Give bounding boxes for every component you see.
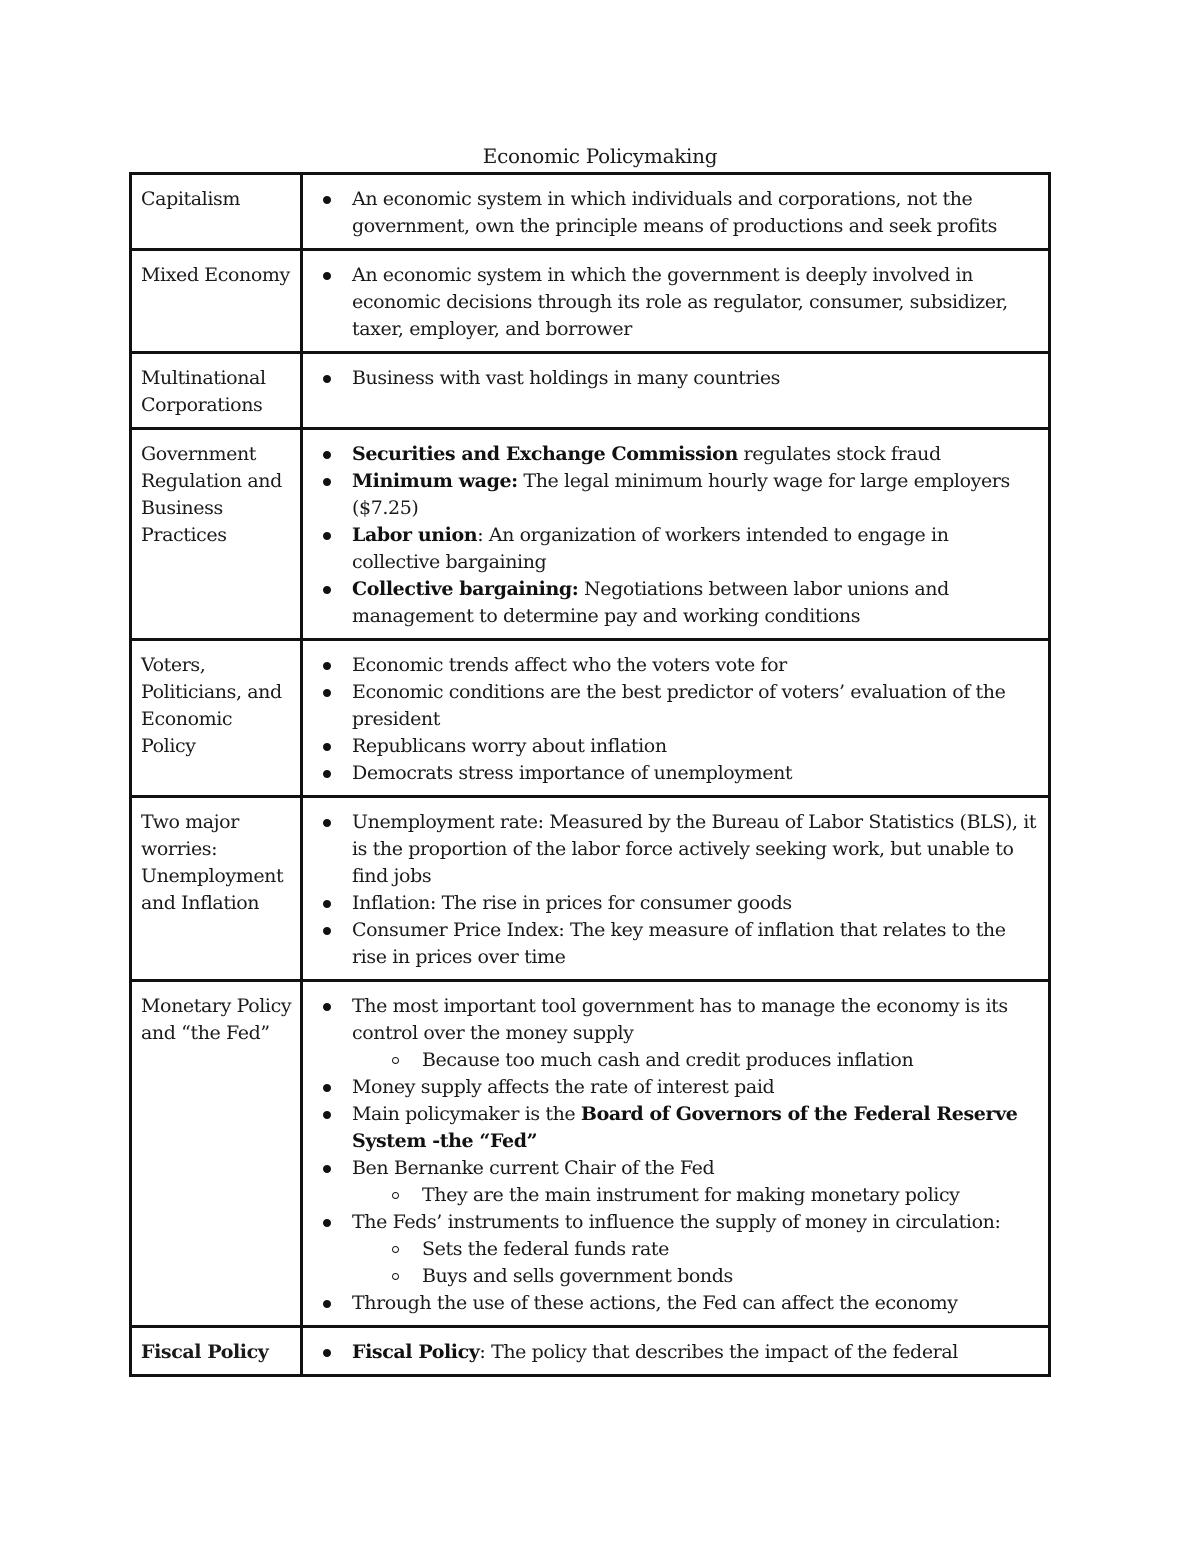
- bullet-item: Economic trends affect who the voters vote for: [312, 652, 1040, 679]
- bullet-item: [312, 468, 1040, 522]
- term-cell: Two major worries: Unemployment and Inflation: [131, 797, 302, 981]
- bold-term: Minimum wage:: [352, 470, 518, 492]
- bullet-item: Economic conditions are the best predictor of voters’ evaluation of the president: [312, 679, 1040, 733]
- bullet-item: An economic system in which the government is deeply involved in economic decisions through its role as regulator, consumer, subsidizer, taxer, employer, and borrower: [312, 262, 1040, 343]
- bullet-item: [312, 1155, 1040, 1209]
- bullet-item: Unemployment rate: Measured by the Bureau of Labor Statistics (BLS), it is the proportion of the labor force actively seeking work, but unable to find jobs: [312, 809, 1040, 890]
- bullet-item: Republicans worry about inflation: [312, 733, 1040, 760]
- table-row-voters-politicians: [131, 640, 1050, 797]
- bullet-text: Ben Bernanke current Chair of the Fed: [352, 1157, 715, 1179]
- term-cell: Voters, Politicians, and Economic Policy: [131, 640, 302, 797]
- bold-term: Collective bargaining:: [352, 578, 579, 600]
- definition-cell: [302, 250, 1050, 353]
- bullet-list: [312, 652, 1040, 787]
- definition-cell: [302, 429, 1050, 640]
- definition-cell: [302, 981, 1050, 1327]
- table-row-government-regulation: [131, 429, 1050, 640]
- bullet-item: Democrats stress importance of unemployment: [312, 760, 1040, 787]
- term-cell: Mixed Economy: [131, 250, 302, 353]
- bullet-text: The Feds’ instruments to influence the supply of money in circulation:: [352, 1211, 1001, 1233]
- sub-bullet-item: They are the main instrument for making monetary policy: [352, 1182, 1040, 1209]
- term-cell: Fiscal Policy: [131, 1327, 302, 1376]
- bullet-text: The legal minimum hourly wage for large employers ($7.25): [352, 470, 1010, 519]
- term-cell: Monetary Policy and “the Fed”: [131, 981, 302, 1327]
- bullet-item: [312, 522, 1040, 576]
- table-row-capitalism: [131, 174, 1050, 250]
- sub-bullet-item: Sets the federal funds rate: [352, 1236, 1040, 1263]
- bullet-item: Inflation: The rise in prices for consumer goods: [312, 890, 1040, 917]
- bullet-item: [312, 1339, 1040, 1366]
- table-row-monetary-policy: [131, 981, 1050, 1327]
- page-title: Economic Policymaking: [482, 144, 718, 168]
- bullet-list: [312, 441, 1040, 630]
- bullet-text: The most important tool government has to manage the economy is its control over the money supply: [352, 995, 1008, 1044]
- bullet-list: [312, 1339, 1040, 1366]
- bullet-text: regulates stock fraud: [737, 443, 941, 465]
- term-cell: Capitalism: [131, 174, 302, 250]
- bullet-text: Main policymaker is the: [352, 1103, 581, 1125]
- bullet-list: [312, 186, 1040, 240]
- bullet-text: : An organization of workers intended to engage in collective bargaining: [352, 524, 949, 573]
- bullet-text: : The policy that describes the impact of the federal: [479, 1341, 958, 1363]
- bullet-item: An economic system in which individuals and corporations, not the government, own the principle means of productions and seek profits: [312, 186, 1040, 240]
- definition-cell: [302, 1327, 1050, 1376]
- bullet-item: [312, 441, 1040, 468]
- table-row-fiscal-policy: [131, 1327, 1050, 1376]
- table-row-two-major-worries: [131, 797, 1050, 981]
- bullet-item: Money supply affects the rate of interest paid: [312, 1074, 1040, 1101]
- sub-bullet-list: [352, 1047, 1040, 1074]
- bullet-list: [312, 993, 1040, 1317]
- sub-bullet-item: Because too much cash and credit produces inflation: [352, 1047, 1040, 1074]
- table-row-mixed-economy: [131, 250, 1050, 353]
- bullet-item: [312, 993, 1040, 1074]
- bullet-item: Consumer Price Index: The key measure of inflation that relates to the rise in prices over time: [312, 917, 1040, 971]
- bullet-item: [312, 576, 1040, 630]
- definition-cell: [302, 353, 1050, 429]
- bold-term: Fiscal Policy: [352, 1341, 480, 1363]
- bullet-item: Through the use of these actions, the Fed can affect the economy: [312, 1290, 1040, 1317]
- definition-cell: [302, 174, 1050, 250]
- bold-term: Board of Governors of the Federal Reserve System -the “Fed”: [352, 1103, 1018, 1152]
- sub-bullet-list: [352, 1182, 1040, 1209]
- bullet-item: Business with vast holdings in many countries: [312, 365, 1040, 392]
- term-cell: Government Regulation and Business Practices: [131, 429, 302, 640]
- bullet-text: Negotiations between labor unions and management to determine pay and working conditions: [352, 578, 949, 627]
- bullet-list: [312, 809, 1040, 971]
- bullet-item: [312, 1101, 1040, 1155]
- definition-cell: [302, 640, 1050, 797]
- table-row-multinational-corporations: [131, 353, 1050, 429]
- sub-bullet-list: [352, 1236, 1040, 1290]
- bullet-list: [312, 365, 1040, 392]
- term-cell: Multinational Corporations: [131, 353, 302, 429]
- bullet-item: [312, 1209, 1040, 1290]
- notes-table: [129, 172, 1051, 1377]
- sub-bullet-item: Buys and sells government bonds: [352, 1263, 1040, 1290]
- bold-term: Securities and Exchange Commission: [352, 443, 738, 465]
- bullet-list: [312, 262, 1040, 343]
- definition-cell: [302, 797, 1050, 981]
- bold-term: Labor union: [352, 524, 478, 546]
